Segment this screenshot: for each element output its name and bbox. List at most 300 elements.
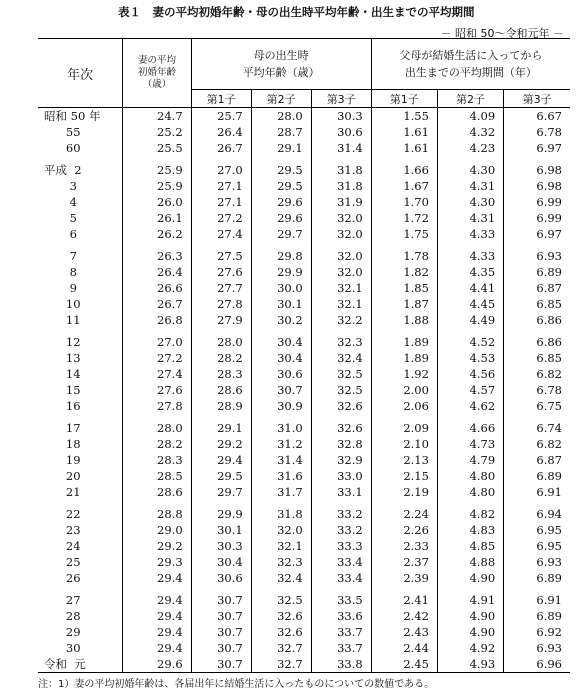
cell-period-first: 1.61 (371, 140, 437, 156)
cell-period-third: 6.89 (536, 609, 562, 623)
cell-period-second: 4.62 (437, 398, 503, 414)
cell-period-first: 2.39 (371, 570, 437, 586)
cell-period-second: 4.33 (437, 242, 503, 264)
cell-mother-second: 32.6 (251, 608, 311, 624)
cell-period-first: 1.87 (371, 296, 437, 312)
cell-wife-age: 28.5 (123, 468, 191, 484)
cell-mother-first: 30.7 (191, 656, 251, 673)
cell-mother-second: 32.4 (251, 570, 311, 586)
cell-period-first: 2.13 (371, 452, 437, 468)
cell-period-second: 4.45 (437, 296, 503, 312)
cell-period-third: 6.85 (536, 351, 562, 365)
cell-period-third: 6.86 (536, 313, 562, 327)
cell-mother-third: 32.9 (311, 452, 371, 468)
cell-mother-third: 32.5 (311, 382, 371, 398)
table-row (38, 500, 570, 522)
header-mother-first-child: 第1子 (191, 90, 251, 108)
cell-period-first: 1.78 (371, 242, 437, 264)
cell-mother-third: 33.8 (311, 656, 371, 673)
cell-period-first: 2.06 (371, 398, 437, 414)
cell-mother-third: 30.6 (311, 124, 371, 140)
cell-wife-age: 26.6 (123, 280, 191, 296)
cell-mother-first: 26.7 (191, 140, 251, 156)
cell-period-second: 4.32 (437, 124, 503, 140)
table-row (38, 350, 570, 366)
cell-mother-first: 27.6 (191, 264, 251, 280)
row-year: 12 (38, 328, 123, 350)
cell-mother-first: 28.9 (191, 398, 251, 414)
table-row (38, 452, 570, 468)
cell-mother-second: 28.0 (251, 108, 311, 125)
cell-mother-first: 29.7 (191, 484, 251, 500)
cell-period-first: 1.75 (371, 226, 437, 242)
row-year: 19 (38, 452, 123, 468)
cell-period-second: 4.83 (437, 522, 503, 538)
row-year: 15 (38, 382, 123, 398)
cell-mother-second: 30.4 (251, 350, 311, 366)
cell-mother-first: 28.6 (191, 382, 251, 398)
row-year: 28 (38, 608, 123, 624)
cell-period-first: 2.33 (371, 538, 437, 554)
cell-wife-age: 29.0 (123, 522, 191, 538)
header-wife-age (123, 39, 191, 108)
row-year: 14 (38, 366, 123, 382)
table-row (38, 140, 570, 156)
table-row (38, 226, 570, 242)
cell-mother-second: 30.0 (251, 280, 311, 296)
cell-period-first: 1.89 (371, 328, 437, 350)
cell-period-third: 6.93 (536, 555, 562, 569)
cell-period-second: 4.52 (437, 328, 503, 350)
cell-period-third: 6.89 (536, 571, 562, 585)
cell-wife-age: 26.0 (123, 194, 191, 210)
cell-wife-age: 26.4 (123, 264, 191, 280)
header-wife-age-line2: 初婚年齢 (138, 67, 177, 78)
row-year: 30 (38, 640, 123, 656)
cell-period-second: 4.31 (437, 178, 503, 194)
cell-period-first: 2.41 (371, 586, 437, 608)
cell-period-first: 2.24 (371, 500, 437, 522)
cell-mother-second: 32.0 (251, 522, 311, 538)
cell-period-first: 1.70 (371, 194, 437, 210)
cell-wife-age: 25.2 (123, 124, 191, 140)
cell-mother-first: 28.3 (191, 366, 251, 382)
cell-mother-first: 28.2 (191, 350, 251, 366)
row-year: 22 (38, 500, 123, 522)
cell-period-third: 6.78 (536, 383, 562, 397)
cell-mother-second: 30.1 (251, 296, 311, 312)
table-row (38, 178, 570, 194)
table-row (38, 484, 570, 500)
row-year: 4 (38, 194, 123, 210)
cell-wife-age: 27.2 (123, 350, 191, 366)
table-row (38, 328, 570, 350)
cell-mother-second: 28.7 (251, 124, 311, 140)
cell-mother-second: 32.6 (251, 624, 311, 640)
cell-mother-second: 30.4 (251, 328, 311, 350)
cell-period-third: 6.82 (536, 367, 562, 381)
cell-mother-third: 32.8 (311, 436, 371, 452)
table-row (38, 586, 570, 608)
table-row (38, 624, 570, 640)
cell-mother-third: 32.4 (311, 350, 371, 366)
cell-wife-age: 27.4 (123, 366, 191, 382)
cell-wife-age: 29.3 (123, 554, 191, 570)
cell-mother-third: 33.7 (311, 624, 371, 640)
cell-mother-third: 32.6 (311, 398, 371, 414)
cell-period-third: 6.94 (536, 507, 562, 521)
cell-wife-age: 26.7 (123, 296, 191, 312)
cell-period-third: 6.97 (536, 141, 562, 155)
header-period-second-child: 第2子 (437, 90, 503, 108)
cell-period-second: 4.23 (437, 140, 503, 156)
cell-period-second: 4.93 (437, 656, 503, 673)
cell-period-first: 1.85 (371, 280, 437, 296)
header-mother-line2: 平均年齢（歳） (242, 66, 320, 79)
cell-wife-age: 26.3 (123, 242, 191, 264)
cell-mother-second: 30.9 (251, 398, 311, 414)
row-year: 8 (38, 264, 123, 280)
cell-mother-first: 30.6 (191, 570, 251, 586)
cell-mother-first: 29.5 (191, 468, 251, 484)
cell-period-second: 4.31 (437, 210, 503, 226)
row-year: 7 (38, 242, 123, 264)
cell-mother-first: 29.1 (191, 414, 251, 436)
cell-mother-second: 29.6 (251, 210, 311, 226)
cell-mother-first: 30.3 (191, 538, 251, 554)
row-year: 26 (38, 570, 123, 586)
cell-wife-age: 28.0 (123, 414, 191, 436)
cell-mother-second: 29.6 (251, 194, 311, 210)
header-mother-line1: 母の出生時 (253, 49, 309, 62)
row-year: 平成 2 (38, 156, 123, 178)
cell-wife-age: 29.4 (123, 624, 191, 640)
cell-wife-age: 29.4 (123, 586, 191, 608)
cell-period-third: 6.89 (536, 469, 562, 483)
cell-period-third: 6.67 (536, 109, 562, 123)
cell-wife-age: 25.9 (123, 178, 191, 194)
cell-mother-third: 32.0 (311, 242, 371, 264)
cell-period-first: 1.89 (371, 350, 437, 366)
cell-period-third: 6.96 (504, 656, 570, 673)
cell-mother-third: 32.0 (311, 226, 371, 242)
cell-mother-second: 29.7 (251, 226, 311, 242)
cell-mother-third: 33.7 (311, 640, 371, 656)
cell-mother-third: 32.1 (311, 280, 371, 296)
cell-period-second: 4.35 (437, 264, 503, 280)
cell-mother-first: 27.5 (191, 242, 251, 264)
cell-mother-second: 32.5 (251, 586, 311, 608)
table-row (38, 242, 570, 264)
cell-period-second: 4.73 (437, 436, 503, 452)
header-wife-age-line3: （歳） (142, 79, 172, 90)
cell-period-second: 4.90 (437, 570, 503, 586)
cell-wife-age: 25.9 (123, 156, 191, 178)
cell-mother-first: 30.7 (191, 640, 251, 656)
row-year: 令和 元 (38, 656, 123, 673)
row-year: 13 (38, 350, 123, 366)
cell-mother-second: 32.7 (251, 640, 311, 656)
cell-wife-age: 26.8 (123, 312, 191, 328)
cell-mother-second: 31.0 (251, 414, 311, 436)
cell-mother-third: 33.4 (311, 554, 371, 570)
cell-period-third: 6.85 (536, 297, 562, 311)
cell-wife-age: 29.2 (123, 538, 191, 554)
cell-mother-third: 32.2 (311, 312, 371, 328)
header-mother-second-child: 第2子 (251, 90, 311, 108)
table-row (38, 280, 570, 296)
cell-mother-first: 29.9 (191, 500, 251, 522)
cell-period-first: 2.26 (371, 522, 437, 538)
cell-mother-third: 33.4 (311, 570, 371, 586)
cell-mother-second: 31.7 (251, 484, 311, 500)
header-mother-third-child: 第3子 (311, 90, 371, 108)
cell-mother-second: 29.5 (251, 156, 311, 178)
cell-mother-third: 32.6 (311, 414, 371, 436)
row-year: 6 (38, 226, 123, 242)
table-row (38, 156, 570, 178)
cell-mother-second: 30.2 (251, 312, 311, 328)
header-mother-age-group (191, 39, 371, 90)
table-row (38, 366, 570, 382)
cell-mother-third: 33.1 (311, 484, 371, 500)
cell-mother-first: 27.0 (191, 156, 251, 178)
row-year: 60 (38, 140, 123, 156)
cell-period-third: 6.82 (536, 437, 562, 451)
cell-period-first: 2.09 (371, 414, 437, 436)
cell-wife-age: 26.2 (123, 226, 191, 242)
row-year: 5 (38, 210, 123, 226)
cell-period-second: 4.66 (437, 414, 503, 436)
cell-period-second: 4.80 (437, 468, 503, 484)
cell-period-second: 4.09 (437, 108, 503, 125)
cell-period-third: 6.74 (536, 421, 562, 435)
cell-period-first: 1.92 (371, 366, 437, 382)
cell-period-second: 4.92 (437, 640, 503, 656)
cell-period-second: 4.53 (437, 350, 503, 366)
cell-wife-age: 29.4 (123, 608, 191, 624)
cell-period-second: 4.88 (437, 554, 503, 570)
row-year: 21 (38, 484, 123, 500)
table-row (38, 538, 570, 554)
cell-wife-age: 29.4 (123, 640, 191, 656)
table-row (38, 554, 570, 570)
cell-mother-first: 27.8 (191, 296, 251, 312)
cell-period-third: 6.87 (536, 453, 562, 467)
table-row (38, 656, 570, 673)
cell-period-first: 1.88 (371, 312, 437, 328)
cell-mother-second: 29.5 (251, 178, 311, 194)
cell-period-second: 4.30 (437, 156, 503, 178)
cell-period-second: 4.90 (437, 608, 503, 624)
row-year: 17 (38, 414, 123, 436)
cell-period-second: 4.90 (437, 624, 503, 640)
cell-mother-first: 27.2 (191, 210, 251, 226)
cell-wife-age: 24.7 (123, 108, 191, 125)
cell-period-second: 4.85 (437, 538, 503, 554)
cell-period-third: 6.78 (536, 125, 562, 139)
table-row (38, 296, 570, 312)
row-year: 23 (38, 522, 123, 538)
cell-period-second: 4.79 (437, 452, 503, 468)
cell-mother-first: 30.7 (191, 586, 251, 608)
row-year: 3 (38, 178, 123, 194)
cell-mother-second: 29.8 (251, 242, 311, 264)
cell-wife-age: 29.6 (123, 656, 191, 673)
cell-mother-first: 27.1 (191, 178, 251, 194)
table-row (38, 570, 570, 586)
cell-period-third: 6.97 (536, 227, 562, 241)
cell-period-third: 6.87 (536, 281, 562, 295)
row-year: 16 (38, 398, 123, 414)
cell-wife-age: 27.8 (123, 398, 191, 414)
header-era: 年次 (38, 39, 123, 108)
cell-mother-third: 33.0 (311, 468, 371, 484)
cell-period-third: 6.99 (536, 195, 562, 209)
cell-period-first: 2.00 (371, 382, 437, 398)
cell-mother-second: 30.6 (251, 366, 311, 382)
cell-mother-first: 29.4 (191, 452, 251, 468)
cell-mother-second: 30.7 (251, 382, 311, 398)
cell-mother-third: 32.0 (311, 264, 371, 280)
cell-period-second: 4.91 (437, 586, 503, 608)
cell-period-third: 6.93 (536, 249, 562, 263)
cell-period-third: 6.95 (536, 523, 562, 537)
cell-period-first: 1.72 (371, 210, 437, 226)
cell-mother-first: 27.9 (191, 312, 251, 328)
cell-period-first: 2.43 (371, 624, 437, 640)
cell-period-first: 2.37 (371, 554, 437, 570)
row-year: 昭和 50 年 (38, 108, 123, 125)
table-row (38, 398, 570, 414)
cell-mother-first: 27.7 (191, 280, 251, 296)
cell-mother-first: 30.7 (191, 624, 251, 640)
cell-mother-third: 33.5 (311, 586, 371, 608)
row-year: 27 (38, 586, 123, 608)
cell-mother-third: 32.3 (311, 328, 371, 350)
cell-mother-third: 32.0 (311, 210, 371, 226)
table-row (38, 382, 570, 398)
cell-period-first: 2.15 (371, 468, 437, 484)
header-wife-age-line1: 妻の平均 (138, 55, 177, 66)
cell-mother-third: 31.9 (311, 194, 371, 210)
row-year: 25 (38, 554, 123, 570)
cell-period-first: 2.10 (371, 436, 437, 452)
row-year: 29 (38, 624, 123, 640)
year-range: － 昭和 50～令和元年 － (440, 27, 564, 40)
cell-period-first: 1.61 (371, 124, 437, 140)
cell-mother-second: 31.2 (251, 436, 311, 452)
cell-mother-first: 26.4 (191, 124, 251, 140)
cell-mother-second: 32.3 (251, 554, 311, 570)
cell-mother-first: 27.1 (191, 194, 251, 210)
cell-mother-second: 31.4 (251, 452, 311, 468)
header-period-third-child: 第3子 (504, 90, 570, 108)
cell-mother-first: 28.0 (191, 328, 251, 350)
cell-period-first: 1.82 (371, 264, 437, 280)
table-row (38, 108, 570, 125)
cell-period-third: 6.91 (536, 593, 562, 607)
cell-wife-age: 27.0 (123, 328, 191, 350)
cell-mother-third: 30.3 (311, 108, 371, 125)
cell-mother-third: 31.8 (311, 156, 371, 178)
table-row (38, 264, 570, 280)
statistics-table (38, 38, 570, 673)
cell-mother-third: 33.2 (311, 522, 371, 538)
cell-mother-first: 25.7 (191, 108, 251, 125)
cell-mother-third: 33.3 (311, 538, 371, 554)
cell-mother-second: 31.8 (251, 500, 311, 522)
table-body (38, 108, 570, 673)
cell-wife-age: 25.5 (123, 140, 191, 156)
cell-period-third: 6.89 (536, 265, 562, 279)
cell-period-third: 6.93 (536, 641, 562, 655)
cell-period-second: 4.49 (437, 312, 503, 328)
cell-mother-first: 27.4 (191, 226, 251, 242)
cell-mother-second: 31.6 (251, 468, 311, 484)
cell-period-third: 6.99 (536, 211, 562, 225)
header-period-group (371, 39, 570, 90)
cell-period-second: 4.82 (437, 500, 503, 522)
cell-mother-third: 33.2 (311, 500, 371, 522)
header-period-first-child: 第1子 (371, 90, 437, 108)
cell-wife-age: 27.6 (123, 382, 191, 398)
cell-period-first: 2.44 (371, 640, 437, 656)
row-year: 55 (38, 124, 123, 140)
table-row (38, 608, 570, 624)
cell-period-first: 1.55 (371, 108, 437, 125)
table-row (38, 312, 570, 328)
cell-mother-first: 30.7 (191, 608, 251, 624)
cell-wife-age: 26.1 (123, 210, 191, 226)
cell-period-third: 6.98 (536, 179, 562, 193)
row-year: 11 (38, 312, 123, 328)
table-row (38, 522, 570, 538)
cell-wife-age: 28.3 (123, 452, 191, 468)
table-row (38, 414, 570, 436)
cell-period-second: 4.33 (437, 226, 503, 242)
cell-mother-second: 29.9 (251, 264, 311, 280)
row-year: 20 (38, 468, 123, 484)
footnote: 注：1）妻の平均初婚年齢は、各届出年に結婚生活に入ったものについての数値である。 (38, 679, 435, 690)
cell-wife-age: 28.2 (123, 436, 191, 452)
cell-wife-age: 28.6 (123, 484, 191, 500)
table-title: 表１ 妻の平均初婚年齢・母の出生時平均年齢・出生までの平均期間 (118, 5, 475, 19)
cell-mother-second: 32.7 (251, 656, 311, 673)
cell-period-third: 6.86 (536, 335, 562, 349)
cell-mother-third: 33.6 (311, 608, 371, 624)
cell-period-second: 4.56 (437, 366, 503, 382)
cell-wife-age: 28.8 (123, 500, 191, 522)
cell-period-second: 4.57 (437, 382, 503, 398)
cell-wife-age: 29.4 (123, 570, 191, 586)
cell-mother-first: 30.4 (191, 554, 251, 570)
row-year: 9 (38, 280, 123, 296)
cell-mother-second: 32.1 (251, 538, 311, 554)
cell-mother-third: 31.4 (311, 140, 371, 156)
row-year: 18 (38, 436, 123, 452)
cell-period-first: 2.45 (371, 656, 437, 673)
table-row (38, 210, 570, 226)
cell-period-first: 1.66 (371, 156, 437, 178)
table-row (38, 194, 570, 210)
row-year: 24 (38, 538, 123, 554)
cell-period-first: 2.19 (371, 484, 437, 500)
cell-period-third: 6.98 (536, 163, 562, 177)
cell-period-second: 4.41 (437, 280, 503, 296)
table-row (38, 468, 570, 484)
cell-mother-third: 31.8 (311, 178, 371, 194)
